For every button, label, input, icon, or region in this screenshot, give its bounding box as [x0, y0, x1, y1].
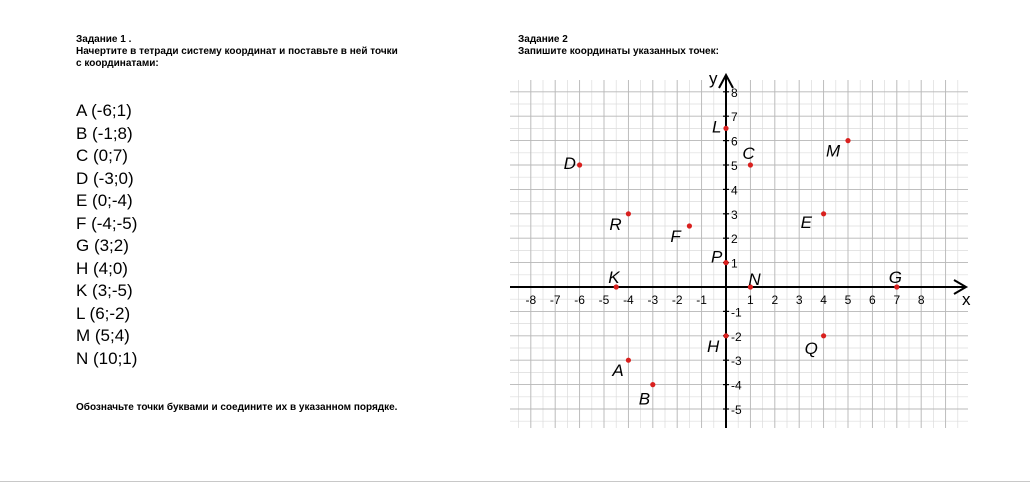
- x-tick-label: 7: [893, 293, 901, 307]
- x-tick-label: 3: [795, 293, 803, 307]
- point-label-a: A: [612, 361, 624, 381]
- point-label-q: Q: [804, 338, 818, 358]
- point-label-b: B: [638, 389, 651, 409]
- point-label-l: L: [712, 117, 722, 137]
- task2-instruction: Запишите координаты указанных точек:: [518, 46, 719, 57]
- point-label-p: P: [711, 247, 723, 267]
- x-tick-label: -7: [549, 293, 561, 307]
- point-marker-e: [821, 211, 826, 216]
- point-label-c: C: [742, 144, 755, 163]
- y-tick-label: -2: [731, 329, 742, 344]
- y-tick-label: 1: [731, 256, 738, 271]
- point-marker-f: [687, 223, 692, 228]
- x-tick-label: 5: [844, 293, 852, 307]
- point-item: L (6;-2): [76, 303, 131, 323]
- point-item: F (-4;-5): [76, 213, 138, 233]
- major-grid: [510, 80, 968, 428]
- task2-title: Задание 2: [518, 34, 568, 45]
- point-label-k: K: [608, 268, 620, 287]
- y-tick-label: 8: [731, 85, 738, 100]
- x-tick-label: -1: [696, 293, 707, 307]
- minor-grid: [510, 80, 968, 428]
- y-axis-label: y: [709, 69, 718, 88]
- point-label-g: G: [888, 268, 903, 287]
- point-marker-c: [748, 162, 753, 167]
- y-tick-label: -3: [731, 354, 742, 369]
- point-label-r: R: [609, 214, 622, 234]
- x-tick-label: -3: [647, 293, 659, 307]
- point-marker-r: [626, 211, 631, 216]
- point-label-m: M: [826, 141, 841, 161]
- point-marker-p: [723, 260, 728, 265]
- task1-title: Задание 1 .: [76, 34, 132, 45]
- x-tick-label: -2: [671, 293, 683, 307]
- y-tick-label: 2: [731, 232, 738, 247]
- point-label-f: F: [670, 227, 681, 246]
- page-bottom-border: [0, 481, 1030, 482]
- point-label-n: N: [748, 270, 761, 289]
- point-item: M (5;4): [76, 326, 130, 345]
- point-item: N (10;1): [76, 348, 138, 368]
- x-axis-label: x: [962, 290, 971, 309]
- x-tick-label: -5: [598, 293, 610, 307]
- point-marker-b: [650, 382, 655, 387]
- y-tick-label: 3: [731, 207, 738, 222]
- y-tick-label: -4: [731, 378, 742, 393]
- x-tick-label: -8: [525, 293, 537, 307]
- x-tick-label: -6: [574, 293, 585, 307]
- point-marker-q: [821, 333, 826, 338]
- y-tick-label: 5: [731, 159, 738, 173]
- x-tick-label: 4: [820, 293, 827, 307]
- task1-instruction-line2: с координатами:: [76, 58, 159, 69]
- point-item: H (4;0): [76, 258, 128, 278]
- point-item: C (0;7): [76, 146, 128, 165]
- point-marker-m: [845, 138, 850, 143]
- point-label-d: D: [563, 154, 576, 173]
- y-tick-label: 6: [731, 134, 738, 149]
- y-tick-label: -1: [731, 305, 742, 320]
- point-item: G (3;2): [76, 236, 129, 255]
- point-marker-a: [626, 358, 631, 363]
- x-tick-label: 2: [771, 293, 779, 307]
- point-item: B (-1;8): [76, 123, 133, 143]
- task1-footer: Обозначьте точки буквами и соедините их в указанном порядке.: [76, 402, 398, 413]
- point-item: A (-6;1): [76, 101, 132, 120]
- y-tick-label: 4: [731, 183, 738, 198]
- task1-instruction-line1: Начертите в тетради систему координат и поставьте в ней точки: [76, 46, 398, 57]
- y-tick-label: 7: [731, 110, 738, 125]
- point-marker-d: [577, 162, 582, 167]
- x-tick-label: 1: [747, 293, 754, 307]
- point-label-e: E: [800, 212, 812, 232]
- point-marker-l: [723, 126, 728, 131]
- point-item: E (0;-4): [76, 191, 133, 210]
- point-marker-h: [723, 333, 728, 338]
- x-tick-label: -4: [623, 293, 634, 307]
- x-tick-label: 8: [917, 293, 925, 307]
- point-label-h: H: [707, 336, 720, 356]
- point-item: D (-3;0): [76, 168, 134, 188]
- y-tick-label: -5: [731, 403, 742, 417]
- point-item: K (3;-5): [76, 281, 133, 300]
- x-tick-label: 6: [869, 293, 876, 307]
